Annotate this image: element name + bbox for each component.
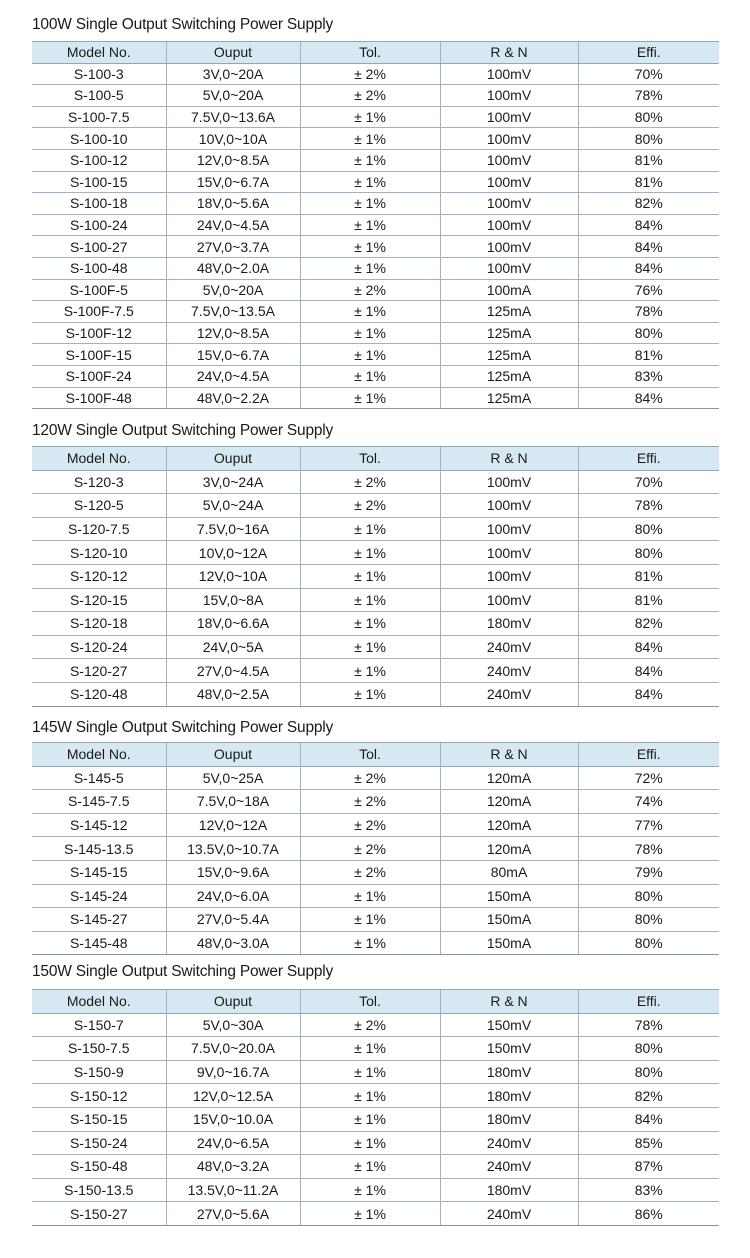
cell-output: 48V,0~3.2A bbox=[166, 1155, 300, 1179]
cell-model: S-120-7.5 bbox=[32, 517, 166, 541]
cell-efficiency: 81% bbox=[578, 564, 719, 588]
cell-efficiency: 80% bbox=[578, 517, 719, 541]
spec-table-120w bbox=[32, 446, 719, 707]
cell-output: 13.5V,0~10.7A bbox=[166, 837, 300, 861]
cell-efficiency: 84% bbox=[578, 1107, 719, 1131]
table-row bbox=[32, 541, 719, 565]
cell-tolerance: ± 2% bbox=[300, 63, 440, 85]
cell-ripple-noise: 120mA bbox=[440, 837, 578, 861]
cell-ripple-noise: 240mV bbox=[440, 659, 578, 683]
cell-ripple-noise: 100mV bbox=[440, 541, 578, 565]
header-efficiency: Effi. bbox=[578, 447, 719, 471]
cell-model: S-145-48 bbox=[32, 931, 166, 955]
cell-model: S-150-48 bbox=[32, 1155, 166, 1179]
header-output: Ouput bbox=[166, 447, 300, 471]
cell-output: 48V,0~2.5A bbox=[166, 682, 300, 706]
cell-output: 15V,0~10.0A bbox=[166, 1107, 300, 1131]
cell-model: S-100-7.5 bbox=[32, 106, 166, 128]
table-row bbox=[32, 766, 719, 790]
cell-output: 7.5V,0~13.5A bbox=[166, 301, 300, 323]
cell-output: 48V,0~3.0A bbox=[166, 931, 300, 955]
table-row bbox=[32, 1037, 719, 1061]
cell-efficiency: 81% bbox=[578, 588, 719, 612]
cell-model: S-145-5 bbox=[32, 766, 166, 790]
spec-table-100w bbox=[32, 41, 719, 409]
header-efficiency: Effi. bbox=[578, 42, 719, 64]
cell-tolerance: ± 1% bbox=[300, 517, 440, 541]
cell-model: S-150-7 bbox=[32, 1013, 166, 1037]
table-row bbox=[32, 659, 719, 683]
cell-tolerance: ± 2% bbox=[300, 279, 440, 301]
cell-tolerance: ± 1% bbox=[300, 171, 440, 193]
cell-tolerance: ± 1% bbox=[300, 541, 440, 565]
cell-output: 7.5V,0~16A bbox=[166, 517, 300, 541]
cell-efficiency: 80% bbox=[578, 908, 719, 932]
table-row bbox=[32, 193, 719, 215]
cell-tolerance: ± 1% bbox=[300, 588, 440, 612]
cell-efficiency: 78% bbox=[578, 494, 719, 518]
cell-ripple-noise: 100mV bbox=[440, 494, 578, 518]
cell-efficiency: 80% bbox=[578, 1037, 719, 1061]
cell-efficiency: 81% bbox=[578, 149, 719, 171]
cell-output: 48V,0~2.0A bbox=[166, 257, 300, 279]
cell-output: 5V,0~25A bbox=[166, 766, 300, 790]
cell-ripple-noise: 100mV bbox=[440, 149, 578, 171]
cell-output: 3V,0~20A bbox=[166, 63, 300, 85]
cell-output: 5V,0~24A bbox=[166, 494, 300, 518]
cell-output: 12V,0~8.5A bbox=[166, 149, 300, 171]
header-row bbox=[32, 447, 719, 471]
cell-model: S-145-15 bbox=[32, 860, 166, 884]
cell-tolerance: ± 1% bbox=[300, 682, 440, 706]
table-row bbox=[32, 1131, 719, 1155]
cell-model: S-100-18 bbox=[32, 193, 166, 215]
cell-ripple-noise: 240mV bbox=[440, 1202, 578, 1226]
cell-output: 18V,0~5.6A bbox=[166, 193, 300, 215]
section-title: 100W Single Output Switching Power Supply bbox=[32, 16, 334, 33]
cell-tolerance: ± 2% bbox=[300, 85, 440, 107]
table-row bbox=[32, 612, 719, 636]
cell-model: S-120-27 bbox=[32, 659, 166, 683]
cell-ripple-noise: 100mV bbox=[440, 85, 578, 107]
table-row bbox=[32, 1060, 719, 1084]
cell-efficiency: 84% bbox=[578, 682, 719, 706]
cell-efficiency: 85% bbox=[578, 1131, 719, 1155]
header-tolerance: Tol. bbox=[300, 42, 440, 64]
table-row bbox=[32, 682, 719, 706]
cell-tolerance: ± 1% bbox=[300, 193, 440, 215]
section-title: 150W Single Output Switching Power Supply bbox=[32, 963, 334, 980]
table-row bbox=[32, 301, 719, 323]
cell-output: 10V,0~10A bbox=[166, 128, 300, 150]
header-row bbox=[32, 743, 719, 767]
header-output: Ouput bbox=[166, 42, 300, 64]
cell-efficiency: 84% bbox=[578, 257, 719, 279]
table-row bbox=[32, 813, 719, 837]
cell-ripple-noise: 100mV bbox=[440, 193, 578, 215]
cell-efficiency: 78% bbox=[578, 85, 719, 107]
cell-model: S-120-3 bbox=[32, 470, 166, 494]
table-row bbox=[32, 387, 719, 409]
cell-tolerance: ± 1% bbox=[300, 884, 440, 908]
header-ripple-noise: R & N bbox=[440, 743, 578, 767]
header-model: Model No. bbox=[32, 447, 166, 471]
table-row bbox=[32, 908, 719, 932]
table-row bbox=[32, 884, 719, 908]
cell-model: S-100-5 bbox=[32, 85, 166, 107]
cell-ripple-noise: 100mV bbox=[440, 517, 578, 541]
cell-tolerance: ± 1% bbox=[300, 1060, 440, 1084]
table-row bbox=[32, 588, 719, 612]
cell-ripple-noise: 150mA bbox=[440, 908, 578, 932]
cell-model: S-120-24 bbox=[32, 635, 166, 659]
cell-efficiency: 70% bbox=[578, 470, 719, 494]
cell-model: S-120-15 bbox=[32, 588, 166, 612]
cell-efficiency: 81% bbox=[578, 344, 719, 366]
cell-efficiency: 83% bbox=[578, 365, 719, 387]
header-ripple-noise: R & N bbox=[440, 42, 578, 64]
table-row bbox=[32, 236, 719, 258]
cell-efficiency: 84% bbox=[578, 236, 719, 258]
cell-model: S-100-24 bbox=[32, 214, 166, 236]
cell-efficiency: 80% bbox=[578, 128, 719, 150]
table-row bbox=[32, 322, 719, 344]
header-output: Ouput bbox=[166, 743, 300, 767]
cell-output: 24V,0~4.5A bbox=[166, 214, 300, 236]
cell-model: S-100-12 bbox=[32, 149, 166, 171]
cell-efficiency: 83% bbox=[578, 1178, 719, 1202]
cell-ripple-noise: 120mA bbox=[440, 813, 578, 837]
cell-efficiency: 80% bbox=[578, 106, 719, 128]
cell-output: 15V,0~6.7A bbox=[166, 344, 300, 366]
table-row bbox=[32, 1107, 719, 1131]
cell-output: 15V,0~9.6A bbox=[166, 860, 300, 884]
cell-ripple-noise: 180mV bbox=[440, 1107, 578, 1131]
cell-output: 27V,0~5.4A bbox=[166, 908, 300, 932]
cell-output: 15V,0~8A bbox=[166, 588, 300, 612]
cell-tolerance: ± 1% bbox=[300, 1155, 440, 1179]
cell-ripple-noise: 120mA bbox=[440, 790, 578, 814]
cell-efficiency: 76% bbox=[578, 279, 719, 301]
cell-output: 27V,0~3.7A bbox=[166, 236, 300, 258]
cell-efficiency: 80% bbox=[578, 884, 719, 908]
cell-model: S-145-13.5 bbox=[32, 837, 166, 861]
cell-ripple-noise: 80mA bbox=[440, 860, 578, 884]
cell-efficiency: 78% bbox=[578, 301, 719, 323]
cell-model: S-150-9 bbox=[32, 1060, 166, 1084]
cell-ripple-noise: 100mA bbox=[440, 279, 578, 301]
cell-ripple-noise: 125mA bbox=[440, 322, 578, 344]
cell-tolerance: ± 1% bbox=[300, 1107, 440, 1131]
cell-model: S-150-24 bbox=[32, 1131, 166, 1155]
cell-ripple-noise: 100mV bbox=[440, 106, 578, 128]
cell-efficiency: 78% bbox=[578, 1013, 719, 1037]
table-row bbox=[32, 790, 719, 814]
header-row bbox=[32, 990, 719, 1014]
cell-output: 5V,0~30A bbox=[166, 1013, 300, 1037]
cell-efficiency: 84% bbox=[578, 659, 719, 683]
cell-tolerance: ± 1% bbox=[300, 301, 440, 323]
header-model: Model No. bbox=[32, 990, 166, 1014]
table-row bbox=[32, 106, 719, 128]
header-efficiency: Effi. bbox=[578, 743, 719, 767]
table-row bbox=[32, 1155, 719, 1179]
cell-efficiency: 84% bbox=[578, 635, 719, 659]
cell-model: S-100F-24 bbox=[32, 365, 166, 387]
cell-model: S-145-12 bbox=[32, 813, 166, 837]
cell-tolerance: ± 2% bbox=[300, 494, 440, 518]
cell-ripple-noise: 150mA bbox=[440, 931, 578, 955]
section-title: 120W Single Output Switching Power Supply bbox=[32, 422, 334, 439]
table-row bbox=[32, 63, 719, 85]
cell-ripple-noise: 180mV bbox=[440, 612, 578, 636]
table-row bbox=[32, 470, 719, 494]
cell-tolerance: ± 2% bbox=[300, 470, 440, 494]
cell-model: S-150-13.5 bbox=[32, 1178, 166, 1202]
cell-ripple-noise: 120mA bbox=[440, 766, 578, 790]
cell-tolerance: ± 1% bbox=[300, 659, 440, 683]
cell-output: 12V,0~8.5A bbox=[166, 322, 300, 344]
cell-ripple-noise: 100mV bbox=[440, 470, 578, 494]
cell-tolerance: ± 1% bbox=[300, 931, 440, 955]
cell-output: 27V,0~4.5A bbox=[166, 659, 300, 683]
cell-model: S-145-24 bbox=[32, 884, 166, 908]
cell-efficiency: 84% bbox=[578, 214, 719, 236]
cell-tolerance: ± 1% bbox=[300, 1084, 440, 1108]
table-row bbox=[32, 344, 719, 366]
cell-tolerance: ± 1% bbox=[300, 214, 440, 236]
cell-model: S-100F-15 bbox=[32, 344, 166, 366]
table-row bbox=[32, 1013, 719, 1037]
cell-tolerance: ± 1% bbox=[300, 322, 440, 344]
cell-tolerance: ± 1% bbox=[300, 149, 440, 171]
cell-tolerance: ± 2% bbox=[300, 813, 440, 837]
cell-ripple-noise: 125mA bbox=[440, 387, 578, 409]
cell-tolerance: ± 1% bbox=[300, 908, 440, 932]
cell-tolerance: ± 1% bbox=[300, 1202, 440, 1226]
cell-output: 3V,0~24A bbox=[166, 470, 300, 494]
cell-model: S-100F-12 bbox=[32, 322, 166, 344]
cell-output: 24V,0~6.5A bbox=[166, 1131, 300, 1155]
cell-efficiency: 82% bbox=[578, 1084, 719, 1108]
cell-model: S-120-18 bbox=[32, 612, 166, 636]
cell-ripple-noise: 100mV bbox=[440, 63, 578, 85]
cell-model: S-120-12 bbox=[32, 564, 166, 588]
cell-ripple-noise: 150mV bbox=[440, 1037, 578, 1061]
cell-output: 12V,0~10A bbox=[166, 564, 300, 588]
cell-model: S-150-7.5 bbox=[32, 1037, 166, 1061]
cell-ripple-noise: 125mA bbox=[440, 344, 578, 366]
cell-model: S-120-48 bbox=[32, 682, 166, 706]
cell-model: S-150-15 bbox=[32, 1107, 166, 1131]
table-row bbox=[32, 837, 719, 861]
cell-tolerance: ± 2% bbox=[300, 766, 440, 790]
table-row bbox=[32, 279, 719, 301]
table-row bbox=[32, 564, 719, 588]
table-row bbox=[32, 85, 719, 107]
cell-ripple-noise: 100mV bbox=[440, 588, 578, 612]
cell-model: S-100F-48 bbox=[32, 387, 166, 409]
cell-model: S-145-27 bbox=[32, 908, 166, 932]
header-row bbox=[32, 42, 719, 64]
cell-efficiency: 72% bbox=[578, 766, 719, 790]
cell-ripple-noise: 240mV bbox=[440, 682, 578, 706]
cell-efficiency: 80% bbox=[578, 1060, 719, 1084]
cell-tolerance: ± 1% bbox=[300, 344, 440, 366]
cell-efficiency: 80% bbox=[578, 541, 719, 565]
cell-ripple-noise: 240mV bbox=[440, 1155, 578, 1179]
cell-output: 12V,0~12A bbox=[166, 813, 300, 837]
table-row bbox=[32, 494, 719, 518]
cell-ripple-noise: 125mA bbox=[440, 365, 578, 387]
header-efficiency: Effi. bbox=[578, 990, 719, 1014]
cell-output: 24V,0~6.0A bbox=[166, 884, 300, 908]
header-tolerance: Tol. bbox=[300, 447, 440, 471]
header-model: Model No. bbox=[32, 42, 166, 64]
cell-tolerance: ± 1% bbox=[300, 564, 440, 588]
header-model: Model No. bbox=[32, 743, 166, 767]
cell-ripple-noise: 125mA bbox=[440, 301, 578, 323]
cell-efficiency: 79% bbox=[578, 860, 719, 884]
cell-tolerance: ± 1% bbox=[300, 236, 440, 258]
cell-ripple-noise: 180mV bbox=[440, 1178, 578, 1202]
table-row bbox=[32, 149, 719, 171]
cell-efficiency: 77% bbox=[578, 813, 719, 837]
cell-output: 5V,0~20A bbox=[166, 85, 300, 107]
cell-output: 5V,0~20A bbox=[166, 279, 300, 301]
cell-efficiency: 81% bbox=[578, 171, 719, 193]
cell-tolerance: ± 2% bbox=[300, 790, 440, 814]
header-ripple-noise: R & N bbox=[440, 990, 578, 1014]
cell-ripple-noise: 150mA bbox=[440, 884, 578, 908]
spec-table-145w bbox=[32, 742, 719, 955]
table-row bbox=[32, 635, 719, 659]
cell-efficiency: 78% bbox=[578, 837, 719, 861]
cell-tolerance: ± 1% bbox=[300, 257, 440, 279]
cell-output: 10V,0~12A bbox=[166, 541, 300, 565]
cell-model: S-100-27 bbox=[32, 236, 166, 258]
table-row bbox=[32, 365, 719, 387]
cell-efficiency: 82% bbox=[578, 612, 719, 636]
table-row bbox=[32, 860, 719, 884]
cell-model: S-100-48 bbox=[32, 257, 166, 279]
cell-ripple-noise: 100mV bbox=[440, 564, 578, 588]
cell-output: 7.5V,0~13.6A bbox=[166, 106, 300, 128]
header-ripple-noise: R & N bbox=[440, 447, 578, 471]
cell-model: S-120-10 bbox=[32, 541, 166, 565]
cell-efficiency: 70% bbox=[578, 63, 719, 85]
cell-ripple-noise: 100mV bbox=[440, 214, 578, 236]
cell-tolerance: ± 1% bbox=[300, 635, 440, 659]
cell-efficiency: 84% bbox=[578, 387, 719, 409]
cell-efficiency: 74% bbox=[578, 790, 719, 814]
cell-efficiency: 82% bbox=[578, 193, 719, 215]
cell-tolerance: ± 1% bbox=[300, 1178, 440, 1202]
header-tolerance: Tol. bbox=[300, 990, 440, 1014]
spec-table-150w bbox=[32, 989, 719, 1226]
cell-efficiency: 80% bbox=[578, 322, 719, 344]
cell-tolerance: ± 2% bbox=[300, 860, 440, 884]
cell-ripple-noise: 100mV bbox=[440, 236, 578, 258]
cell-output: 24V,0~5A bbox=[166, 635, 300, 659]
cell-model: S-100-10 bbox=[32, 128, 166, 150]
cell-ripple-noise: 100mV bbox=[440, 128, 578, 150]
cell-ripple-noise: 240mV bbox=[440, 1131, 578, 1155]
cell-model: S-150-27 bbox=[32, 1202, 166, 1226]
table-row bbox=[32, 214, 719, 236]
cell-tolerance: ± 1% bbox=[300, 106, 440, 128]
cell-ripple-noise: 100mV bbox=[440, 257, 578, 279]
cell-ripple-noise: 240mV bbox=[440, 635, 578, 659]
cell-model: S-100-3 bbox=[32, 63, 166, 85]
cell-ripple-noise: 180mV bbox=[440, 1084, 578, 1108]
header-output: Ouput bbox=[166, 990, 300, 1014]
cell-ripple-noise: 180mV bbox=[440, 1060, 578, 1084]
cell-tolerance: ± 1% bbox=[300, 128, 440, 150]
section-title: 145W Single Output Switching Power Supply bbox=[32, 719, 334, 736]
cell-output: 15V,0~6.7A bbox=[166, 171, 300, 193]
cell-tolerance: ± 1% bbox=[300, 1037, 440, 1061]
cell-output: 48V,0~2.2A bbox=[166, 387, 300, 409]
cell-output: 18V,0~6.6A bbox=[166, 612, 300, 636]
table-row bbox=[32, 171, 719, 193]
table-row bbox=[32, 931, 719, 955]
cell-tolerance: ± 1% bbox=[300, 612, 440, 636]
cell-tolerance: ± 2% bbox=[300, 837, 440, 861]
cell-tolerance: ± 1% bbox=[300, 1131, 440, 1155]
table-row bbox=[32, 128, 719, 150]
table-row bbox=[32, 257, 719, 279]
cell-tolerance: ± 2% bbox=[300, 1013, 440, 1037]
cell-ripple-noise: 150mV bbox=[440, 1013, 578, 1037]
cell-model: S-100F-7.5 bbox=[32, 301, 166, 323]
cell-output: 12V,0~12.5A bbox=[166, 1084, 300, 1108]
cell-output: 13.5V,0~11.2A bbox=[166, 1178, 300, 1202]
cell-model: S-100F-5 bbox=[32, 279, 166, 301]
cell-efficiency: 80% bbox=[578, 931, 719, 955]
cell-model: S-150-12 bbox=[32, 1084, 166, 1108]
cell-efficiency: 87% bbox=[578, 1155, 719, 1179]
table-row bbox=[32, 1084, 719, 1108]
cell-ripple-noise: 100mV bbox=[440, 171, 578, 193]
table-row bbox=[32, 1202, 719, 1226]
table-row bbox=[32, 517, 719, 541]
header-tolerance: Tol. bbox=[300, 743, 440, 767]
cell-model: S-145-7.5 bbox=[32, 790, 166, 814]
table-row bbox=[32, 1178, 719, 1202]
cell-tolerance: ± 1% bbox=[300, 365, 440, 387]
cell-model: S-120-5 bbox=[32, 494, 166, 518]
cell-output: 24V,0~4.5A bbox=[166, 365, 300, 387]
cell-tolerance: ± 1% bbox=[300, 387, 440, 409]
cell-output: 27V,0~5.6A bbox=[166, 1202, 300, 1226]
cell-output: 9V,0~16.7A bbox=[166, 1060, 300, 1084]
cell-model: S-100-15 bbox=[32, 171, 166, 193]
cell-output: 7.5V,0~20.0A bbox=[166, 1037, 300, 1061]
cell-efficiency: 86% bbox=[578, 1202, 719, 1226]
cell-output: 7.5V,0~18A bbox=[166, 790, 300, 814]
